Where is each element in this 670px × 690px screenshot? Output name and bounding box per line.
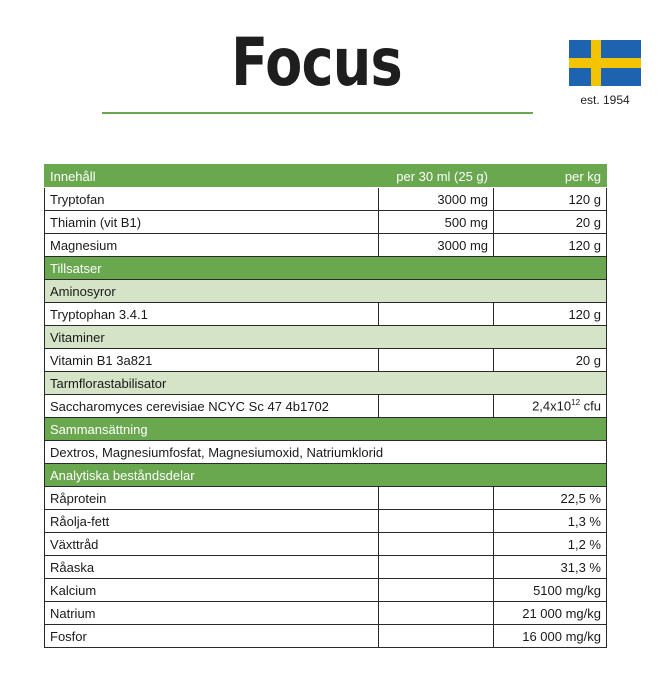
table-row <box>45 625 607 648</box>
row-per-kg: 20 g <box>494 211 607 234</box>
row-name: Tryptophan 3.4.1 <box>45 303 379 326</box>
header-per-kg: per kg <box>494 165 607 188</box>
row-name: Råaska <box>45 556 379 579</box>
table-row <box>45 556 607 579</box>
row-per-serving <box>379 625 494 648</box>
row-name: Vitamin B1 3a821 <box>45 349 379 372</box>
section-title: Sammansättning <box>45 418 607 441</box>
section-header-additives <box>45 257 607 280</box>
row-per-kg <box>494 395 607 418</box>
subsection-gut-flora <box>45 372 607 395</box>
row-per-serving: 3000 mg <box>379 188 494 211</box>
page-title: Focus <box>231 24 402 101</box>
row-name: Tryptofan <box>45 188 379 211</box>
row-per-kg: 1,2 % <box>494 533 607 556</box>
row-per-serving <box>379 533 494 556</box>
table-row <box>45 303 607 326</box>
row-per-kg: 16 000 mg/kg <box>494 625 607 648</box>
row-name: Växttråd <box>45 533 379 556</box>
section-header-analytical <box>45 464 607 487</box>
row-name: Thiamin (vit B1) <box>45 211 379 234</box>
table-row <box>45 395 607 418</box>
row-per-kg: 1,3 % <box>494 510 607 533</box>
table-row <box>45 602 607 625</box>
row-per-kg: 5100 mg/kg <box>494 579 607 602</box>
row-name: Fosfor <box>45 625 379 648</box>
row-per-kg: 20 g <box>494 349 607 372</box>
row-per-serving <box>379 556 494 579</box>
cfu-base: 2,4x10 <box>532 398 572 414</box>
row-per-serving <box>379 579 494 602</box>
subsection-amino-acids <box>45 280 607 303</box>
row-per-kg: 21 000 mg/kg <box>494 602 607 625</box>
table-row <box>45 579 607 602</box>
row-name: Saccharomyces cerevisiae NCYC Sc 47 4b1702 <box>45 395 379 418</box>
row-per-serving <box>379 395 494 418</box>
subsection-title: Vitaminer <box>45 326 607 349</box>
cfu-unit: cfu <box>580 398 601 414</box>
row-per-serving <box>379 602 494 625</box>
title-underline <box>102 112 533 114</box>
section-title: Tillsatser <box>45 257 607 280</box>
row-per-serving: 3000 mg <box>379 234 494 257</box>
cfu-exponent: 12 <box>571 398 581 408</box>
section-header-composition <box>45 418 607 441</box>
header-content: Innehåll <box>45 165 379 188</box>
table-row <box>45 234 607 257</box>
row-name: Råolja-fett <box>45 510 379 533</box>
subsection-vitamins <box>45 326 607 349</box>
table-row <box>45 441 607 464</box>
row-per-serving <box>379 303 494 326</box>
table-row <box>45 510 607 533</box>
row-per-kg: 120 g <box>494 303 607 326</box>
row-per-kg: 120 g <box>494 234 607 257</box>
swedish-flag-icon <box>569 40 641 86</box>
row-per-serving: 500 mg <box>379 211 494 234</box>
row-per-kg: 120 g <box>494 188 607 211</box>
row-name: Magnesium <box>45 234 379 257</box>
row-per-serving <box>379 510 494 533</box>
table-row <box>45 349 607 372</box>
table-row <box>45 211 607 234</box>
table-row <box>45 188 607 211</box>
composition-text: Dextros, Magnesiumfosfat, Magnesiumoxid, Natriumklorid <box>45 441 607 464</box>
row-name: Kalcium <box>45 579 379 602</box>
row-name: Råprotein <box>45 487 379 510</box>
subsection-title: Aminosyror <box>45 280 607 303</box>
table-row <box>45 533 607 556</box>
section-title: Analytiska beståndsdelar <box>45 464 607 487</box>
row-per-kg: 22,5 % <box>494 487 607 510</box>
row-name: Natrium <box>45 602 379 625</box>
established-label: est. 1954 <box>580 93 630 107</box>
row-per-serving <box>379 487 494 510</box>
table-row <box>45 487 607 510</box>
row-per-serving <box>379 349 494 372</box>
header-per-serving: per 30 ml (25 g) <box>379 165 494 188</box>
nutrition-table <box>44 164 607 648</box>
table-header-row <box>45 165 607 188</box>
row-per-kg: 31,3 % <box>494 556 607 579</box>
subsection-title: Tarmflorastabilisator <box>45 372 607 395</box>
